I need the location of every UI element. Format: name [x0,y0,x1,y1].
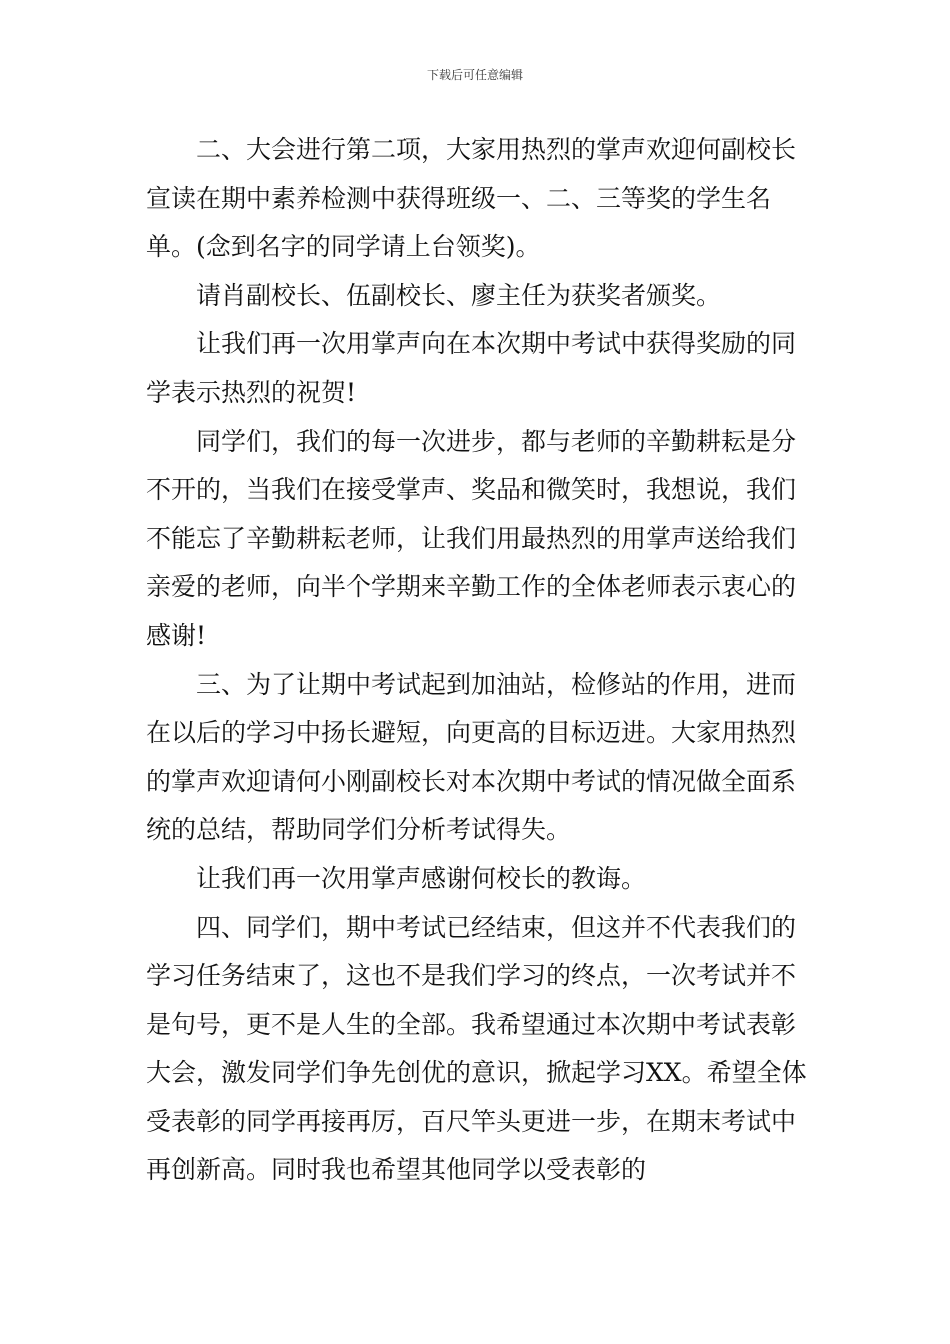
page-header: 下载后可任意编辑 [426,68,523,82]
paragraph-3: 让我们再一次用掌声向在本次期中考试中获得奖励的同学表示热烈的祝贺! [146,329,797,407]
paragraph-4: 同学们，我们的每一次进步，都与老师的辛勤耕耘是分不开的，当我们在接受掌声、奖品和微笑时，我想说，我们不能忘了辛勤耕耘老师，让我们用最热烈的用掌声送给我们亲爱的老师，向半个学期来辛勤工作的全体老师表示衷心的感谢! [146,426,797,650]
document-body [146,126,810,1195]
paragraph-7: 四、同学们，期中考试已经结束，但这并不代表我们的学习任务结束了，这也不是我们学习的终点，一次考试并不是句号，更不是人生的全部。我希望通过本次期中考试表彰大会，激发同学们争先创优的意识，掀起学习XX。希望全体受表彰的同学再接再厉，百尺竿头更进一步，在期末考试中再创新高。同时我也希望其他同学以受表彰的 [146,912,807,1185]
paragraph-5: 三、为了让期中考试起到加油站，检修站的作用，进而在以后的学习中扬长避短，向更高的目标迈进。大家用热烈的掌声欢迎请何小刚副校长对本次期中考试的情况做全面系统的总结，帮助同学们分析考试得失。 [146,669,797,845]
paragraph-2: 请肖副校长、伍副校长、廖主任为获奖者颁奖。 [196,280,722,310]
paragraph-1: 二、大会进行第二项，大家用热烈的掌声欢迎何副校长宣读在期中素养检测中获得班级一、二、三等奖的学生名单。(念到名字的同学请上台领奖)。 [146,135,797,262]
paragraph-6: 让我们再一次用掌声感谢何校长的教诲。 [196,863,647,893]
